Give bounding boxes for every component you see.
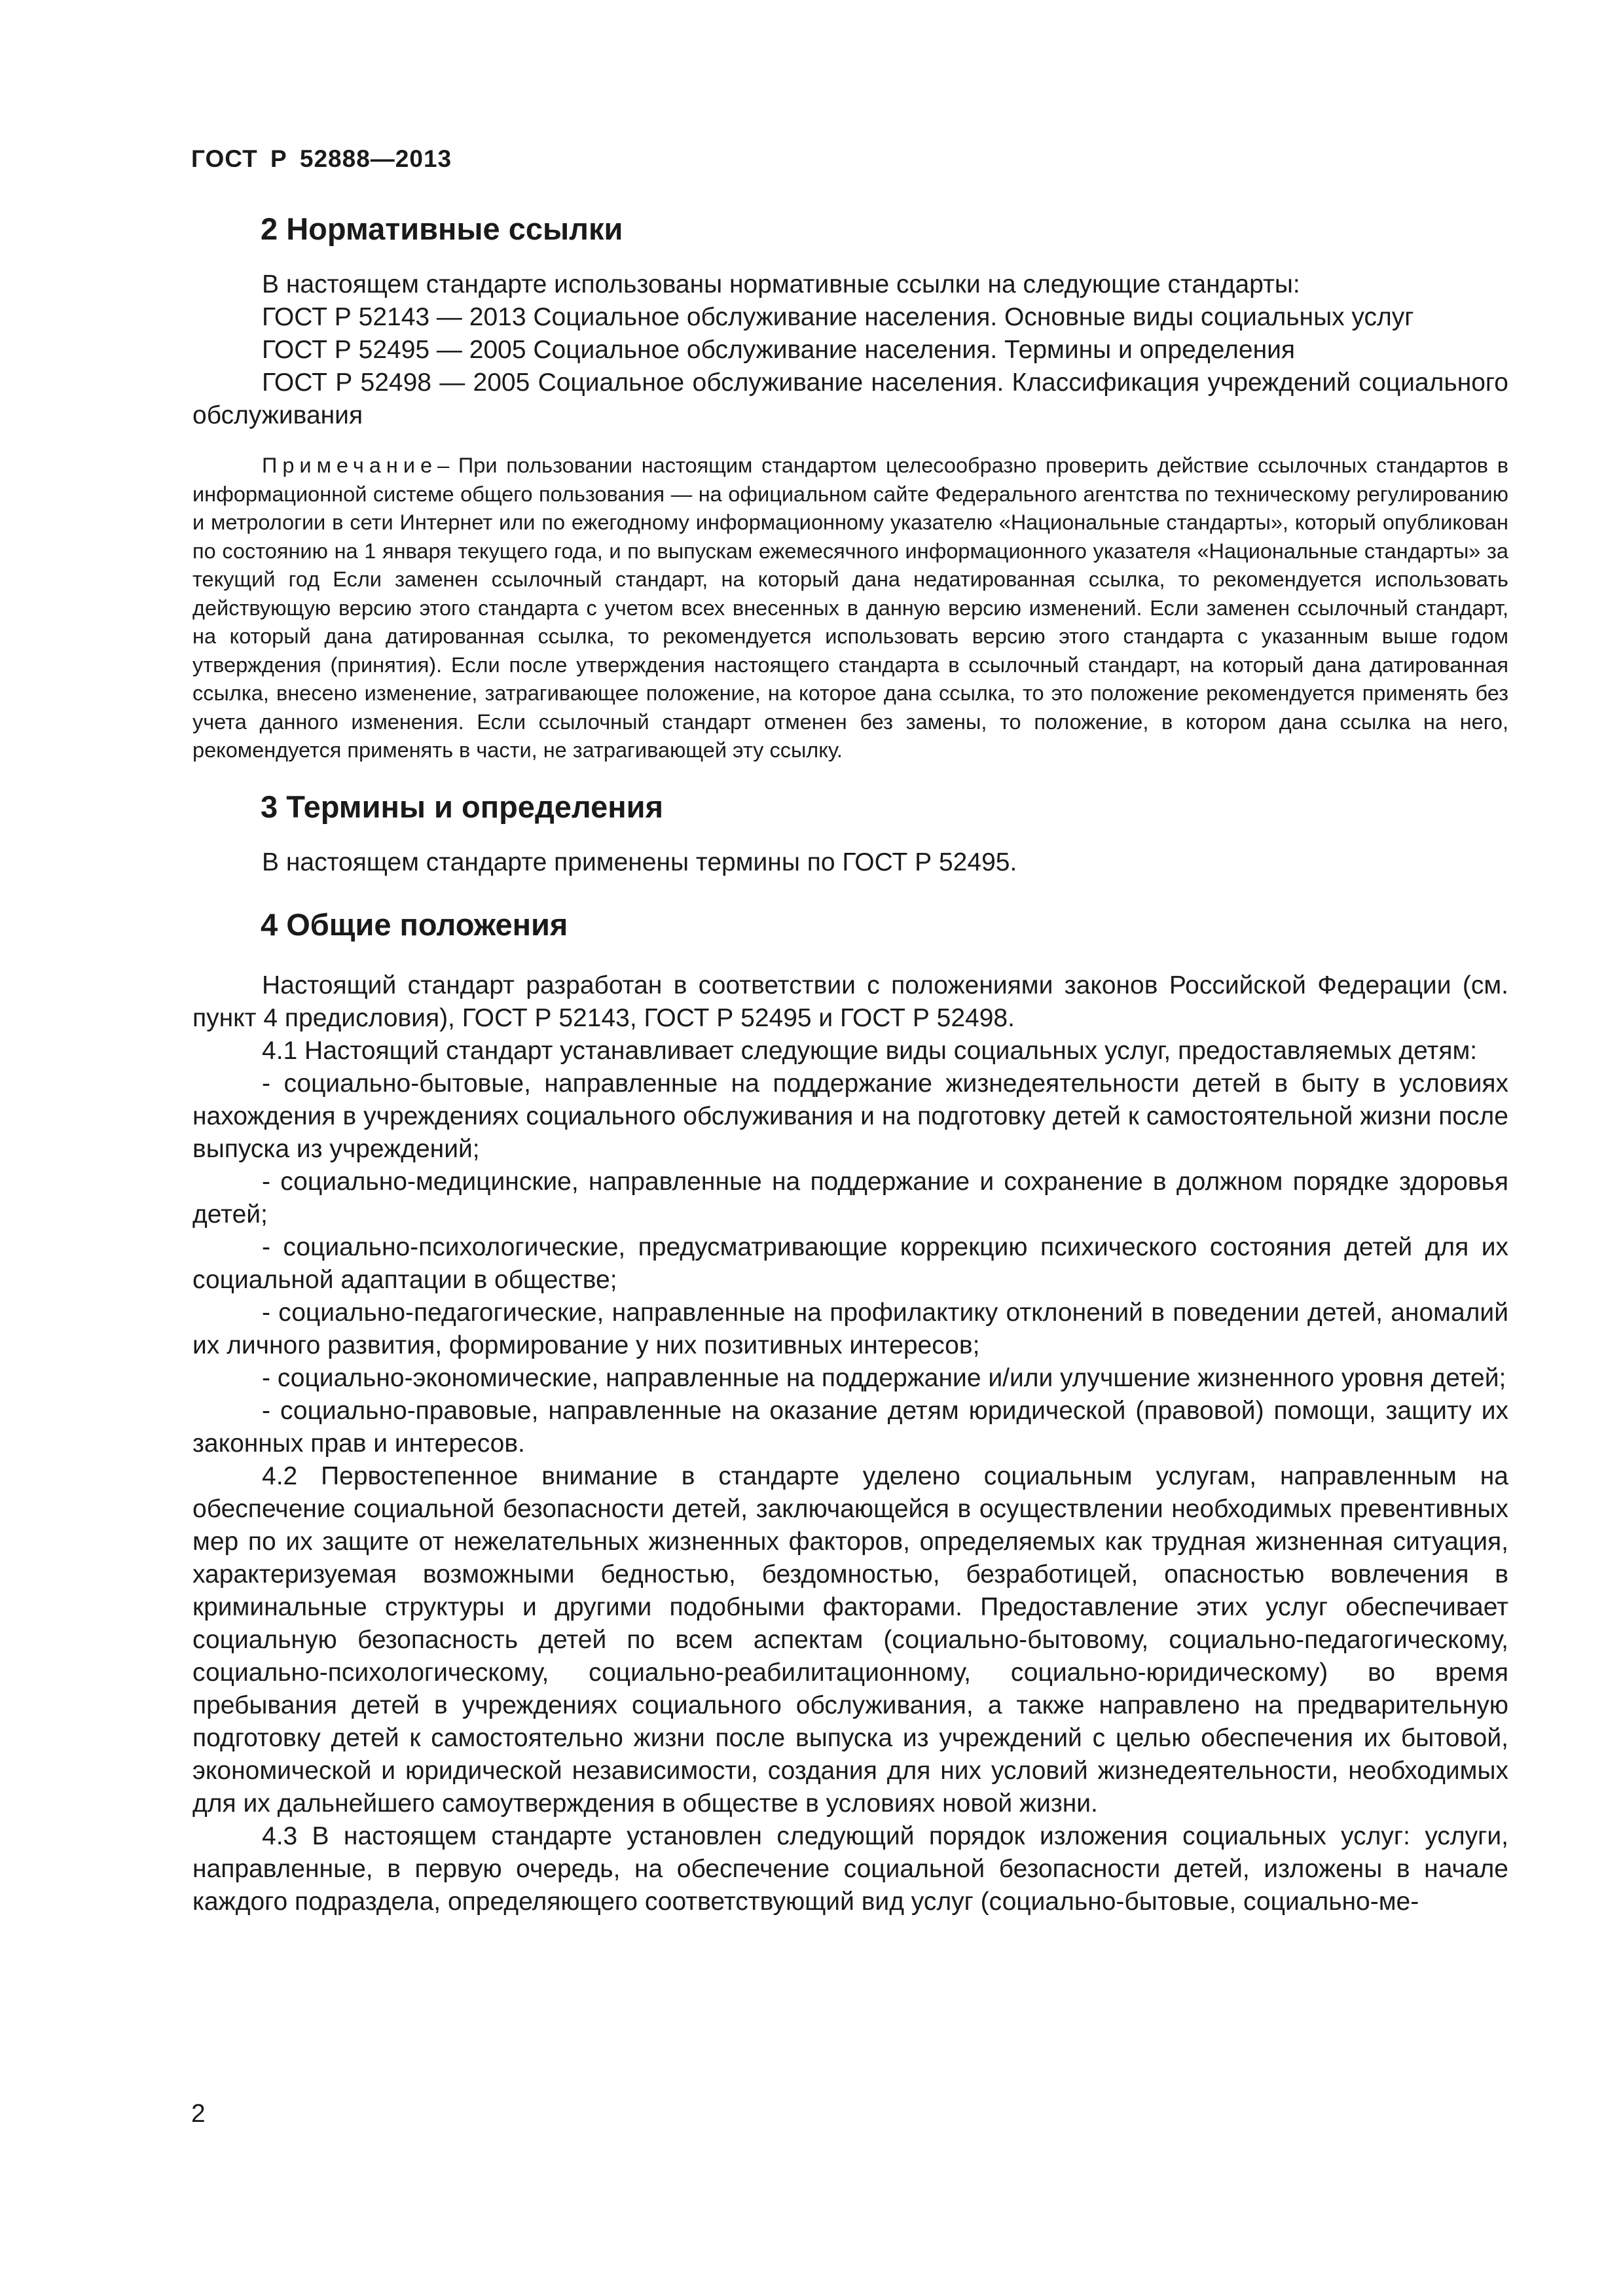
- note-text: – При пользовании настоящим стандартом целесообразно проверить действие ссылочных стандартов в информационной системе общего пользования — на официальном сайте Федерального агентства по техническому регулированию и метрологии в сети Интернет или по ежегодному информационному указателю «Национальные стандарты», который опубликован по состоянию на 1 января текущего года, и по выпускам ежемесячного информационного указателя «Национальные стандарты» за текущий год Если заменен ссылочный стандарт, на который дана недатированная ссылка, то рекомендуется использовать действующую версию этого стандарта с учетом всех внесенных в данную версию изменений. Если заменен ссылочный стандарт, на который дана датированная ссылка, то рекомендуется использовать версию этого стандарта с указанным выше годом утверждения (принятия). Если после утверждения настоящего стандарта в ссылочный стандарт, на который дана датированная ссылка, внесено изменение, затрагивающее положение, на которое дана ссылка, то это положение рекомендуется применять без учета данного изменения. Если ссылочный стандарт отменен без замены, то положение, в котором дана ссылка на него, рекомендуется применять в части, не затрагивающей эту ссылку.: [192, 454, 1508, 762]
- page-number: 2: [191, 2100, 206, 2128]
- section-2-heading: 2 Нормативные ссылки: [261, 211, 623, 246]
- list-item: - социально-бытовые, направленные на поддержание жизнедеятельности детей в быту в условиях нахождения в учреждениях социального обслуживания и на подготовку детей к самостоятельной жизни после выпуска из учреждений;: [192, 1069, 1508, 1163]
- note-paragraph: [192, 452, 1508, 765]
- list-item: - социально-медицинские, направленные на поддержание и сохранение в должном порядке здоровья детей;: [192, 1167, 1508, 1229]
- section-4-paragraph: 4.1 Настоящий стандарт устанавливает следующие виды социальных услуг, предоставляемых детям:: [262, 1036, 1478, 1065]
- section-4-paragraph: 4.3 В настоящем стандарте установлен следующий порядок изложения социальных услуг: услуги, направленные, в первую очередь, на обеспечение социальной безопасности детей, изложены в начале каждого подраздела, определяющего соответствующий вид услуг (социально-бытовые, социально-ме-: [192, 1821, 1508, 1916]
- list-item: - социально-психологические, предусматривающие коррекцию психического состояния детей для их социальной адаптации в обществе;: [192, 1232, 1508, 1294]
- reference-item: ГОСТ Р 52498 — 2005 Социальное обслуживание населения. Классификация учреждений социального обслуживания: [192, 368, 1508, 429]
- section-4-paragraph: 4.2 Первостепенное внимание в стандарте уделено социальным услугам, направленным на обеспечение социальной безопасности детей, заключающейся в осуществлении необходимых превентивных мер по их защите от нежелательных жизненных факторов, определяемых как трудная жизненная ситуация, характеризуемая возможными бедностью, бездомностью, безработицей, опасностью вовлечения в криминальные структуры и другими подобными факторами. Предоставление этих услуг обеспечивает социальную безопасность детей по всем аспектам (социально-бытовому, социально-педагогическому, социально-психологическому, социально-реабилитационному, социально-юридическому) во время пребывания детей в учреждениях социального обслуживания, а также направлено на предварительную подготовку детей к самостоятельно жизни после выпуска из учреждений с целью обеспечения их бытовой, экономической и юридической независимости, создания для них условий жизнедеятельности, необходимых для их дальнейшего самоутверждения в обществе в условиях новой жизни.: [192, 1462, 1508, 1818]
- reference-item: ГОСТ Р 52495 — 2005 Социальное обслуживание населения. Термины и определения: [262, 336, 1296, 364]
- section-3-body: [192, 846, 1508, 879]
- list-item: - социально-педагогические, направленные на профилактику отклонений в поведении детей, аномалий их личного развития, формирование у них позитивных интересов;: [192, 1298, 1508, 1359]
- document-code-header: ГОСТ Р 52888—2013: [191, 145, 452, 172]
- page-content: [192, 209, 1508, 1918]
- section-4-paragraph: Настоящий стандарт разработан в соответствии с положениями законов Российской Федерации (см. пункт 4 предисловия), ГОСТ Р 52143, ГОСТ Р 52495 и ГОСТ Р 52498.: [192, 971, 1508, 1032]
- section-3-heading: 3 Термины и определения: [261, 789, 663, 824]
- section-2-intro: В настоящем стандарте использованы нормативные ссылки на следующие стандарты:: [262, 270, 1300, 298]
- section-3-text: В настоящем стандарте применены термины по ГОСТ Р 52495.: [262, 848, 1017, 876]
- section-4-heading: 4 Общие положения: [261, 906, 568, 942]
- section-2-body: [192, 268, 1508, 432]
- note-label: Примечание: [262, 454, 438, 477]
- section-4-body: [192, 969, 1508, 1918]
- list-item: - социально-экономические, направленные на поддержание и/или улучшение жизненного уровня детей;: [262, 1363, 1506, 1392]
- reference-item: ГОСТ Р 52143 — 2013 Социальное обслуживание населения. Основные виды социальных услуг: [262, 303, 1414, 331]
- list-item: - социально-правовые, направленные на оказание детям юридической (правовой) помощи, защиту их законных прав и интересов.: [192, 1396, 1508, 1458]
